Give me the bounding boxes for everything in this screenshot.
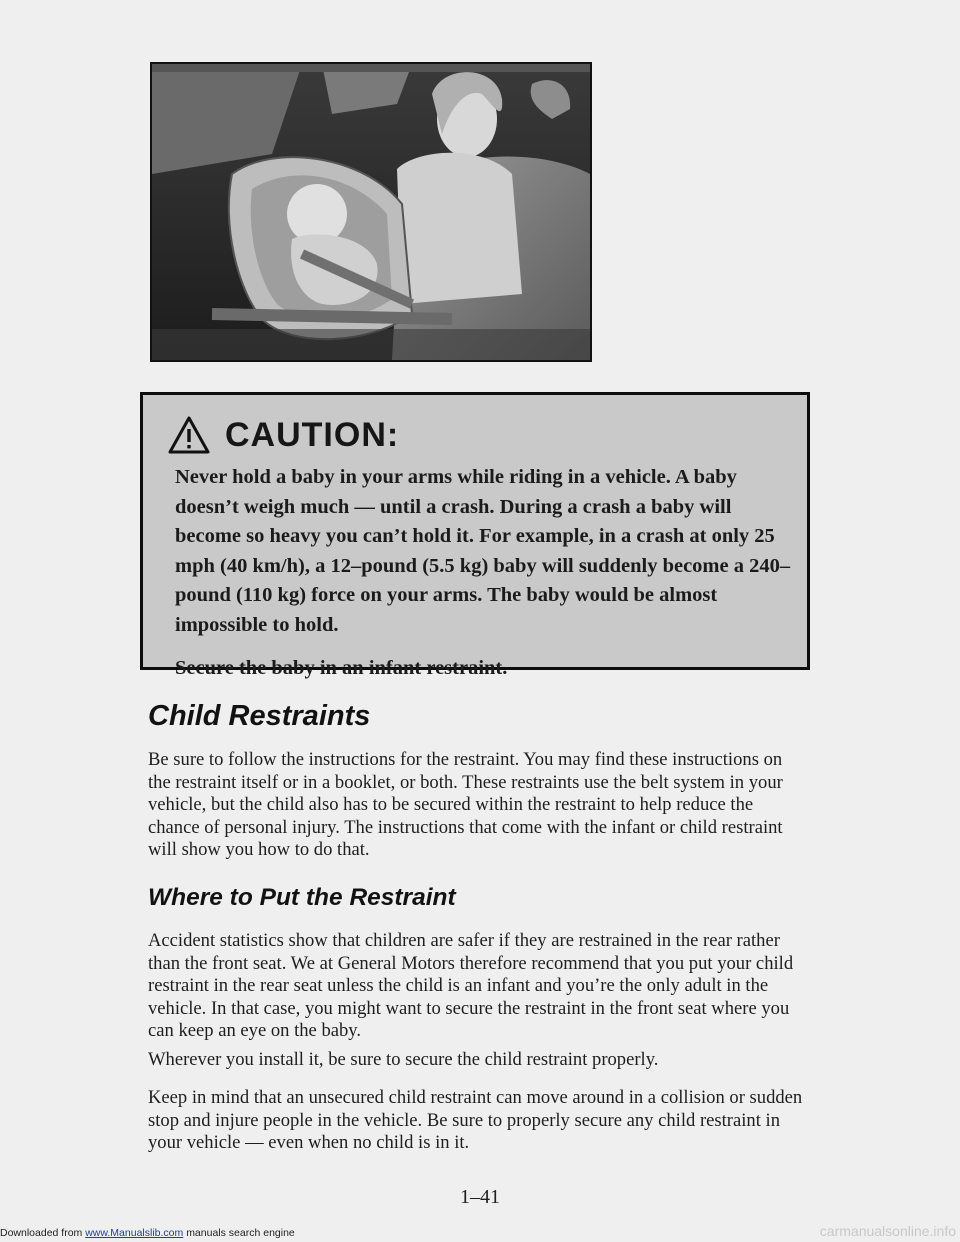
section-title: Child Restraints [148, 700, 371, 732]
manualslib-link[interactable]: www.Manualslib.com [85, 1227, 184, 1239]
warning-triangle-icon [167, 415, 211, 455]
subsection-title: Where to Put the Restraint [148, 884, 456, 911]
watermark: carmanualsonline.info [819, 1223, 956, 1239]
section-body: Be sure to follow the instructions for the restraint. You may find these instructions on the restraint itself or in a booklet, or both. These restraints use the belt system in your vehicle, but the child also has to be secured within the restraint to help reduce the chance of personal injury. The instructions that come with the infant or child restraint will show you how to do that. [148, 749, 783, 860]
mother-and-infant-in-restraint-illustration [150, 62, 592, 362]
download-footer [0, 1225, 960, 1242]
page-number: 1–41 [460, 1186, 500, 1208]
subsection-paragraph: Keep in mind that an unsecured child restraint can move around in a collision or sudden stop and injure people in the vehicle. Be sure to properly secure any child restraint in your vehicle — even when no child is in it. [148, 1087, 803, 1153]
footer-prefix: Downloaded from [0, 1227, 83, 1239]
caution-box [140, 392, 810, 679]
caution-paragraph: Secure the baby in an infant restraint. [175, 657, 508, 679]
footer-suffix: manuals search engine [186, 1227, 295, 1239]
caution-text [175, 463, 795, 684]
subsection-paragraph: Wherever you install it, be sure to secure the child restraint properly. [148, 1049, 659, 1070]
caution-header [167, 415, 399, 455]
subsection-paragraph: Accident statistics show that children are safer if they are restrained in the rear rather than the front seat. We at General Motors therefore recommend that you put your child restraint in the rear seat unless the child is an infant and you’re the only adult in the vehicle. In that case, you might want to secure the restraint in the front seat where you can keep an eye on the baby. [148, 930, 794, 1041]
caution-title: CAUTION: [225, 415, 400, 454]
caution-paragraph: Never hold a baby in your arms while riding in a vehicle. A baby doesn’t weigh much — until a crash. During a crash a baby will become so heavy you can’t hold it. For example, in a crash at only 25 mph (40 km/h), a 12–pound (5.5 kg) baby will suddenly become a 240–pound (110 kg) force on your arms. The baby would be almost impossible to hold. [175, 466, 791, 636]
footer-source [0, 1227, 295, 1239]
